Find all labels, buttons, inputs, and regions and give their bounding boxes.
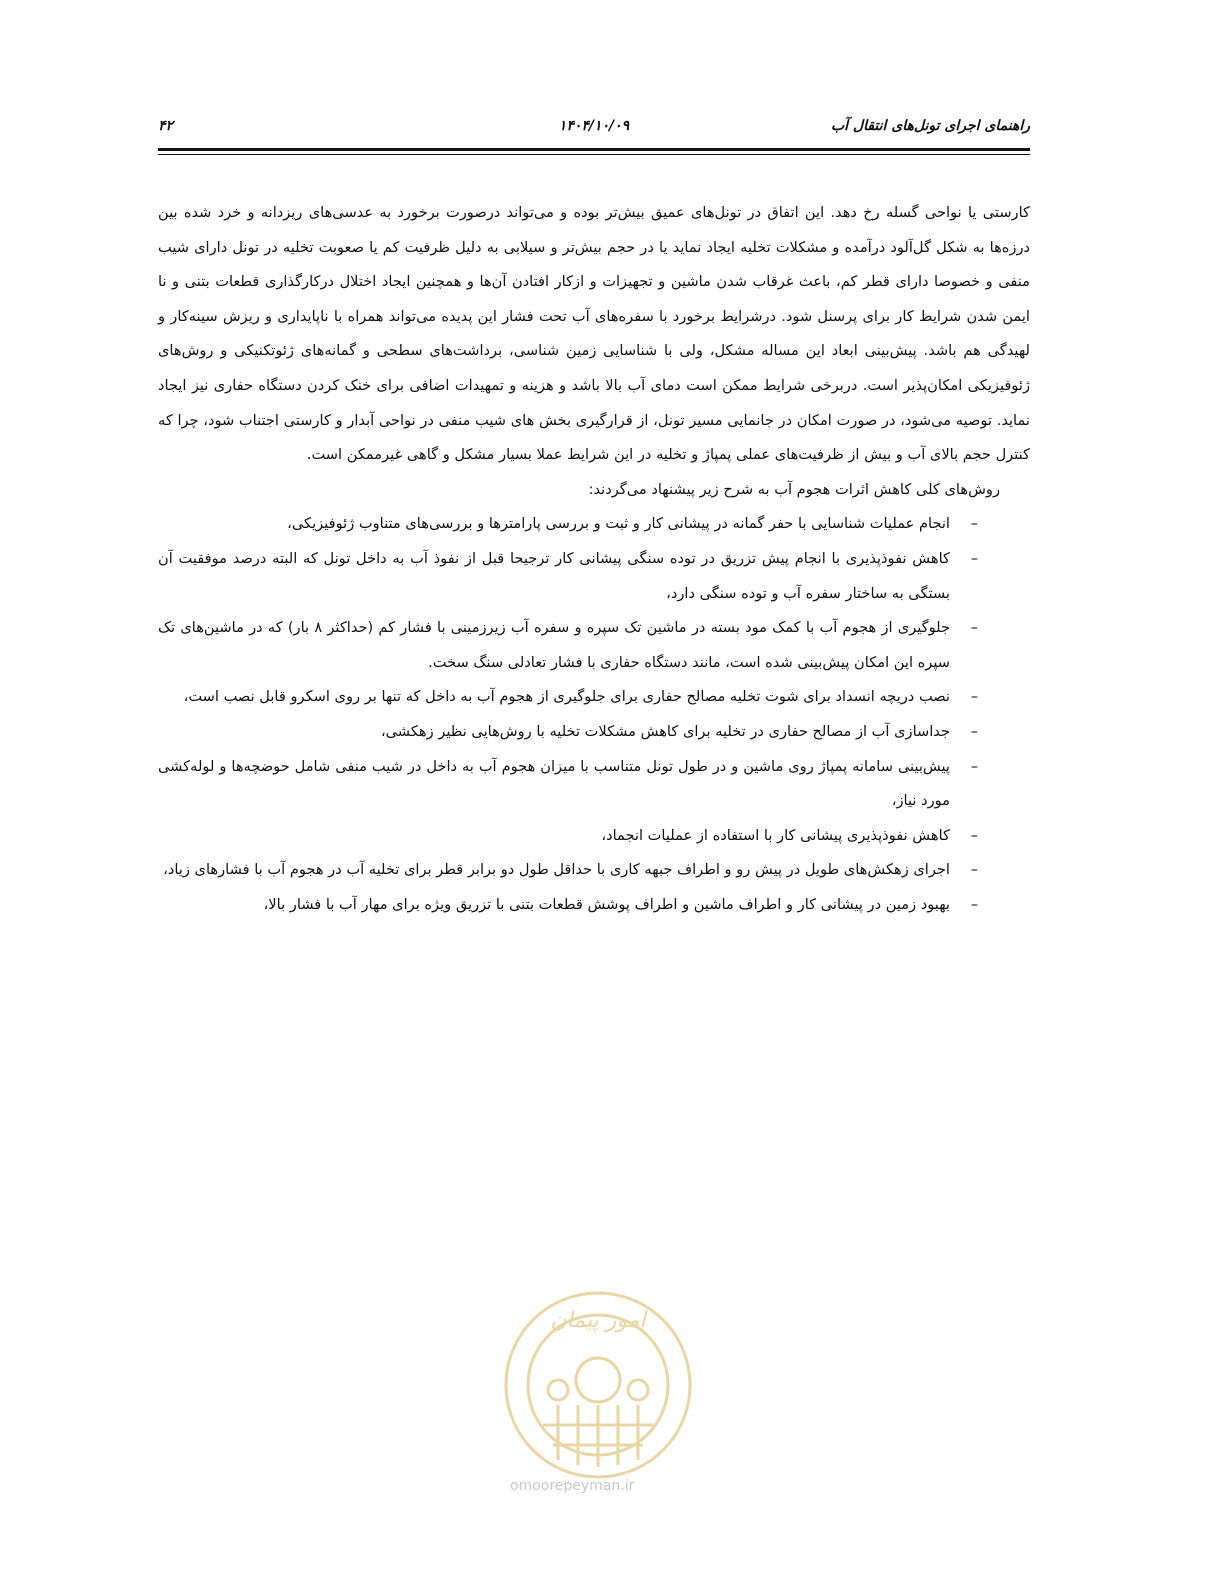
page-header — [158, 118, 1030, 142]
list-item — [158, 819, 1030, 854]
list-item-text: پیش‌بینی سامانه پمپاژ روی ماشین و در طول تونل متناسب با میزان هجوم آب به داخل در شیب منفی شامل حوضچه‌ها و لوله‌کشی مورد نیاز، — [158, 757, 950, 810]
list-item-text: نصب دریچه انسداد برای شوت تخلیه مصالح حفاری برای جلوگیری از هجوم آب به داخل که تنها بر روی اسکرو قابل نصب است، — [183, 688, 950, 706]
bullet-dash: – — [970, 619, 978, 637]
header-rule-thick — [158, 148, 1030, 151]
list-item — [158, 750, 1030, 819]
list-item — [158, 542, 1030, 611]
watermark-url: omoorepeyman.ir — [510, 1478, 635, 1494]
document-date: ۱۴۰۴/۱۰/۰۹ — [558, 118, 630, 134]
list-item — [158, 507, 1030, 542]
list-item-text: کاهش نفوذپذیری پیشانی کار با استفاده از عملیات انجماد، — [601, 826, 950, 844]
document-body — [158, 196, 1030, 922]
list-item — [158, 680, 1030, 715]
bullet-dash: – — [970, 688, 978, 706]
list-item-text: جداسازی آب از مصالح حفاری در تخلیه برای کاهش مشکلات تخلیه با روش‌هایی نظیر زهکشی، — [380, 722, 950, 740]
list-item-text: کاهش نفوذپذیری با انجام پیش تزریق در توده سنگی پیشانی کار ترجیحا قبل از نفوذ آب به داخل تونل که البته درصد موفقیت آن بستگی به ساختار سفره آب و توده سنگی دارد، — [158, 549, 950, 602]
document-title: راهنمای اجرای تونل‌های انتقال آب — [830, 118, 1030, 134]
list-item — [158, 853, 1030, 888]
header-rule-thin — [158, 154, 1030, 155]
bullet-dash: – — [970, 549, 978, 567]
watermark-seal — [498, 1285, 698, 1485]
page-number: ۴۲ — [158, 118, 174, 134]
bullet-dash: – — [970, 757, 978, 775]
list-item — [158, 888, 1030, 923]
list-item — [158, 715, 1030, 750]
list-item — [158, 611, 1030, 680]
bullet-dash: – — [970, 515, 978, 533]
bullet-dash: – — [970, 895, 978, 913]
list-item-text: انجام عملیات شناسایی با حفر گمانه در پیشانی کار و ثبت و بررسی پارامترها و بررسی‌های متناوب ژئوفیزیکی، — [287, 515, 950, 533]
bullet-dash: – — [970, 861, 978, 879]
list-item-text: اجرای زهکش‌های طویل در پیش رو و اطراف جبهه کاری با حداقل طول دو برابر قطر برای تخلیه آب در هجوم آب با فشارهای زیاد، — [163, 861, 950, 879]
list-item-text: جلوگیری از هجوم آب با کمک مود بسته در ماشین تک سپره و سفره آب زیرزمینی با فشار کم (حداکثر ۸ بار) که در ماشین‌های تک سپره این امکان پیش‌بینی شده است، مانند دستگاه حفاری با فشار تعادلی سنگ سخت. — [158, 619, 950, 671]
paragraph-continuation: کارستی یا نواحی گسله رخ دهد. این اتفاق در تونل‌های عمیق بیش‌تر بوده و می‌تواند درصورت برخورد به عدسی‌های ریزدانه و خرد شده بین درزه‌ها به شکل گل‌آلود درآمده و مشکلات تخلیه ایجاد نماید یا در حجم بیش‌تر و سیلابی به دلیل ظرفیت کم یا صعوبت تخلیه در تونل دارای شیب منفی و خصوصا دارای قطر کم، باعث غرقاب شدن ماشین و تجهیزات و ازکار افتادن آن‌ها و همچنین ایجاد اختلال درکارگذاری قطعات بتنی و نا ایمن شدن شرایط کار برای پرسنل شود. درشرایط برخورد با سفره‌های آب تحت فشار این پدیده می‌تواند همراه با ناپایداری و ریزش سینه‌کار و لهیدگی هم باشد. پیش‌بینی ابعاد این مساله مشکل، ولی با شناسایی زمین شناسی، برداشت‌های سطحی و گمانه‌های ژئوتکنیکی و روش‌های ژئوفیزیکی امکان‌پذیر است. دربرخی شرایط ممکن است دمای آب بالا باشد و هزینه و تمهیدات اضافی برای خنک کردن دستگاه حفاری نیز ایجاد نماید. توصیه می‌شود، در صورت امکان در جانمایی مسیر تونل، از قرارگیری بخش های شیب منفی در نواحی آبدار و کارستی اجتناب شود، چرا که کنترل حجم بالای آب و بیش از ظرفیت‌های عملی پمپاژ و تخلیه در این شرایط عملا بسیار مشکل و گاهی غیرممکن است. — [158, 204, 1030, 464]
list-item-text: بهبود زمین در پیشانی کار و اطراف ماشین و اطراف پوشش قطعات بتنی با تزریق ویژه برای مهار آب با فشار بالا، — [263, 895, 950, 913]
list-intro: روش‌های کلی کاهش اثرات هجوم آب به شرح زیر پیشنهاد می‌گردند: — [588, 480, 1000, 498]
bullet-dash: – — [970, 722, 978, 740]
watermark-seal-text: امور پیمان — [550, 1308, 646, 1333]
bullet-dash: – — [970, 826, 978, 844]
mitigation-list — [158, 507, 1030, 922]
